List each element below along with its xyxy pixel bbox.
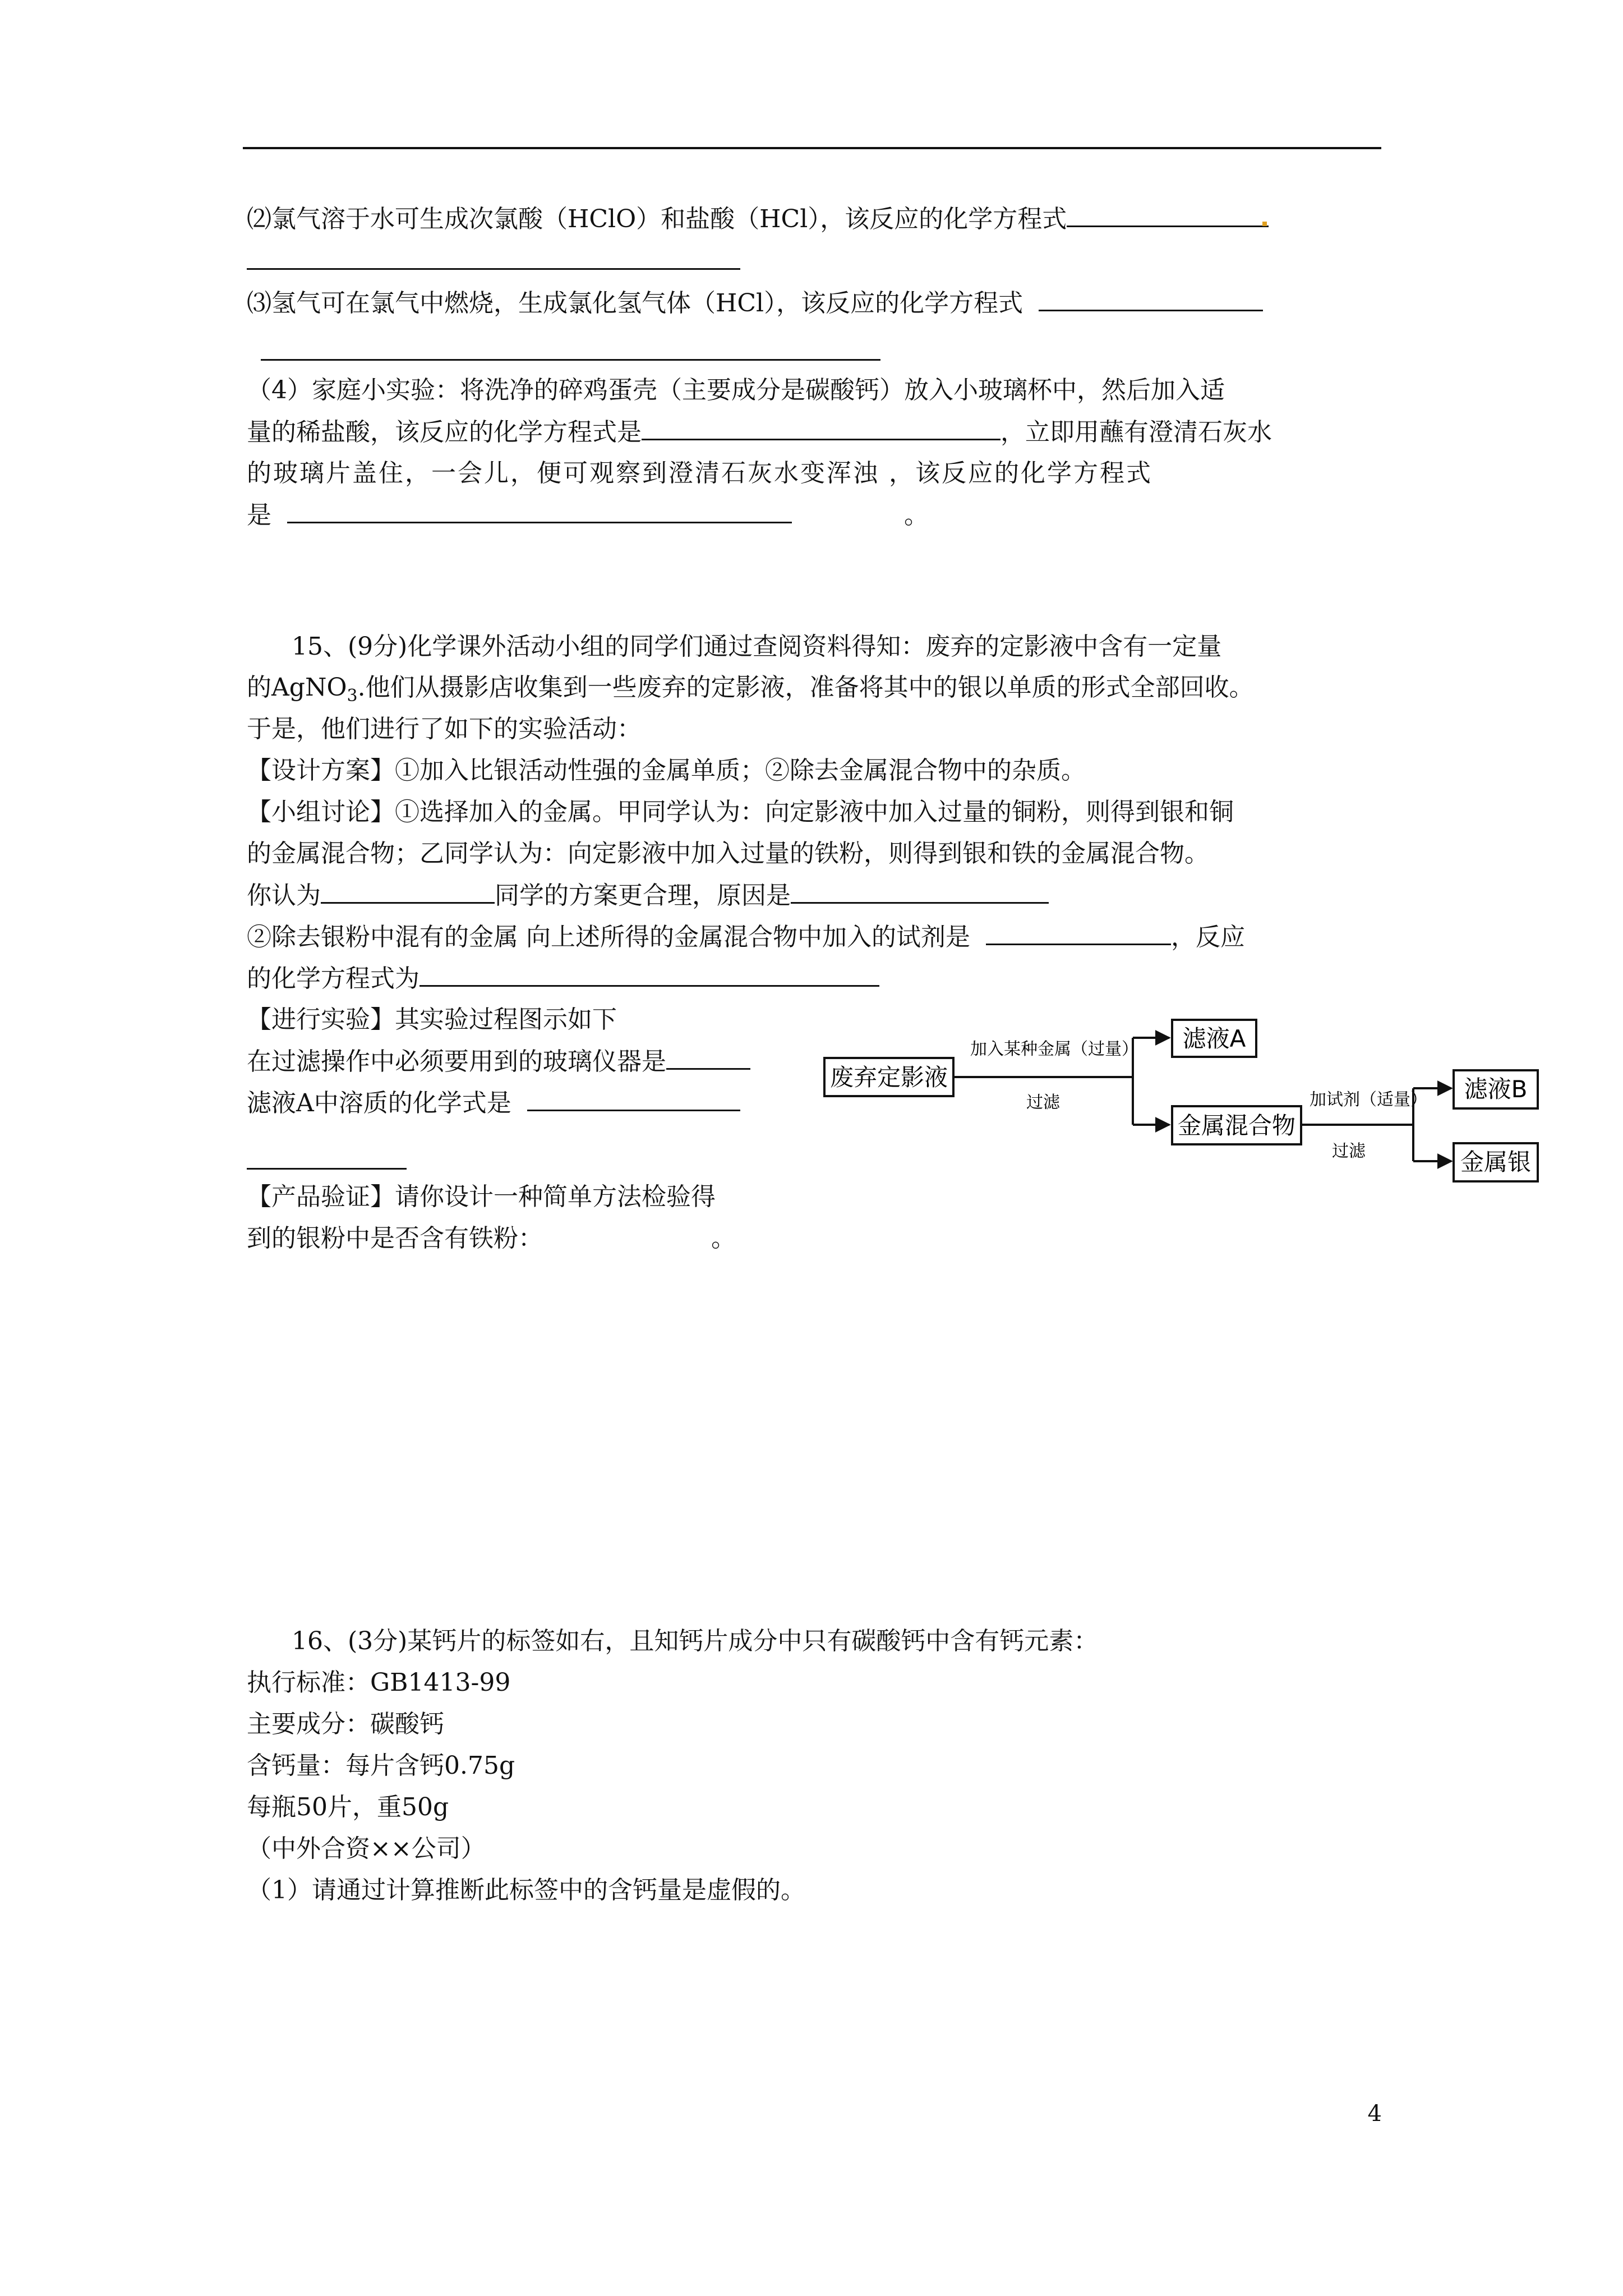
flow-box-silver — [1454, 1143, 1538, 1181]
answer-blank[interactable] — [986, 921, 1171, 945]
q14-part4-text: ，立即用蘸有澄清石灰水 — [1000, 418, 1272, 447]
q14-part4-line4 — [247, 499, 929, 531]
q15-line1: 15、(9分)化学课外活动小组的同学们通过查阅资料得知：废弃的定影液中含有一定量 — [292, 632, 1222, 661]
q15-text: 同学的方案更合理，原因是 — [495, 881, 791, 910]
answer-line[interactable] — [247, 268, 740, 270]
q14-part3-text: ⑶氢气可在氯气中燃烧，生成氯化氢气体（HCl），该反应的化学方程式 — [247, 289, 1023, 318]
answer-line[interactable] — [261, 359, 880, 361]
q15-line5: 【小组讨论】①选择加入的金属。甲同学认为：向定影液中加入过量的铜粉，则得到银和铜 — [247, 798, 1234, 826]
answer-blank[interactable] — [642, 416, 1000, 440]
answer-blank[interactable] — [791, 880, 1049, 904]
q16-line3: 主要成分：碳酸钙 — [247, 1710, 444, 1738]
q14-part4-line2 — [247, 416, 1272, 448]
answer-line[interactable] — [247, 1168, 407, 1170]
q15-text: 到的银粉中是否含有铁粉： — [247, 1224, 543, 1253]
q14-part3 — [247, 287, 1263, 319]
flow-box-silver-label: 金属银 — [1460, 1148, 1532, 1176]
q15-line4: 【设计方案】①加入比银活动性强的金属单质；②除去金属混合物中的杂质。 — [247, 756, 1086, 785]
answer-blank[interactable] — [1039, 287, 1263, 311]
stray-mark — [1262, 222, 1267, 226]
page-number: 4 — [1367, 2101, 1382, 2127]
q15-line6: 的金属混合物；乙同学认为：向定影液中加入过量的铁粉，则得到银和铁的金属混合物。 — [247, 839, 1209, 868]
answer-blank[interactable] — [287, 499, 792, 523]
q15-text: 的化学方程式为 — [247, 964, 419, 993]
q15-line9 — [247, 963, 879, 995]
flow-step2-label: 加试剂（适量） — [1310, 1090, 1427, 1110]
q15-text: 滤液A中溶质的化学式是 — [247, 1089, 511, 1117]
q15-line11 — [247, 1046, 750, 1078]
q15-text: 在过滤操作中必须要用到的玻璃仪器是 — [247, 1047, 666, 1076]
flow-box-filtrate-a-label: 滤液A — [1182, 1025, 1246, 1052]
q15-line3: 于是，他们进行了如下的实验活动： — [247, 715, 642, 743]
q16-line5: 每瓶50片，重50g — [247, 1793, 449, 1821]
flow-box-waste-label: 废弃定影液 — [829, 1064, 948, 1091]
q14-part4-text: 。 — [903, 501, 929, 530]
q15-text: ，反应 — [1170, 923, 1245, 951]
answer-blank[interactable] — [666, 1046, 750, 1070]
answer-blank[interactable] — [527, 1087, 740, 1111]
q16-line6: （中外合资××公司） — [247, 1834, 486, 1863]
flow-step2-sublabel: 过滤 — [1332, 1142, 1366, 1161]
header-rule — [243, 147, 1381, 149]
q14-part4-text: 量的稀盐酸，该反应的化学方程式是 — [247, 418, 642, 447]
flow-box-mixture-label: 金属混合物 — [1177, 1112, 1296, 1139]
q15-line7 — [247, 880, 1049, 912]
q15-text: ②除去银粉中混有的金属 向上述所得的金属混合物中加入的试剂是 — [247, 923, 970, 951]
q15-line2 — [247, 672, 1254, 712]
flow-box-filtrate-a — [1172, 1020, 1256, 1057]
answer-blank[interactable] — [1067, 203, 1269, 227]
q15-text: .他们从摄影店收集到一些废弃的定影液，准备将其中的银以单质的形式全部回收。 — [357, 673, 1254, 702]
q16-line1: 16、(3分)某钙片的标签如右，且知钙片成分中只有碳酸钙中含有钙元素： — [292, 1627, 1099, 1655]
q14-part4-line1: （4）家庭小实验：将洗净的碎鸡蛋壳（主要成分是碳酸钙）放入小玻璃杯中，然后加入适 — [247, 376, 1225, 404]
q14-part4-line3: 的玻璃片盖住，一会儿，便可观察到澄清石灰水变浑浊 ，该反应的化学方程式 — [247, 459, 1152, 487]
flow-box-filtrate-b — [1454, 1070, 1538, 1108]
process-flow-diagram — [819, 1010, 1548, 1200]
q15-line13: 【产品验证】请你设计一种简单方法检验得 — [247, 1182, 716, 1211]
q15-line8 — [247, 921, 1245, 953]
q16-line7: （1）请通过计算推断此标签中的含钙量是虚假的。 — [247, 1876, 805, 1904]
flow-step1-label: 加入某种金属（过量） — [970, 1039, 1138, 1059]
flow-step1-sublabel: 过滤 — [1026, 1093, 1060, 1112]
q15-line10: 【进行实验】其实验过程图示如下 — [247, 1005, 617, 1034]
q15-line14 — [247, 1223, 736, 1254]
q16-line4: 含钙量：每片含钙0.75g — [247, 1751, 515, 1780]
q15-text: 。 — [711, 1224, 736, 1253]
flow-box-filtrate-b-label: 滤液B — [1464, 1075, 1528, 1103]
q15-line12 — [247, 1087, 740, 1119]
flow-box-mixture — [1172, 1106, 1301, 1144]
q15-text: 的AgNO — [247, 673, 347, 702]
q14-part4-text: 是 — [247, 501, 271, 530]
q15-subscript: 3 — [347, 685, 358, 706]
q14-part2-text: ⑵氯气溶于水可生成次氯酸（HClO）和盐酸（HCl），该反应的化学方程式 — [247, 205, 1067, 233]
q15-text: 你认为 — [247, 881, 321, 910]
q14-part2 — [247, 203, 1269, 235]
flow-box-waste — [824, 1058, 953, 1096]
answer-blank[interactable] — [321, 880, 495, 904]
answer-blank[interactable] — [419, 963, 879, 987]
q16-line2: 执行标准：GB1413-99 — [247, 1668, 511, 1697]
